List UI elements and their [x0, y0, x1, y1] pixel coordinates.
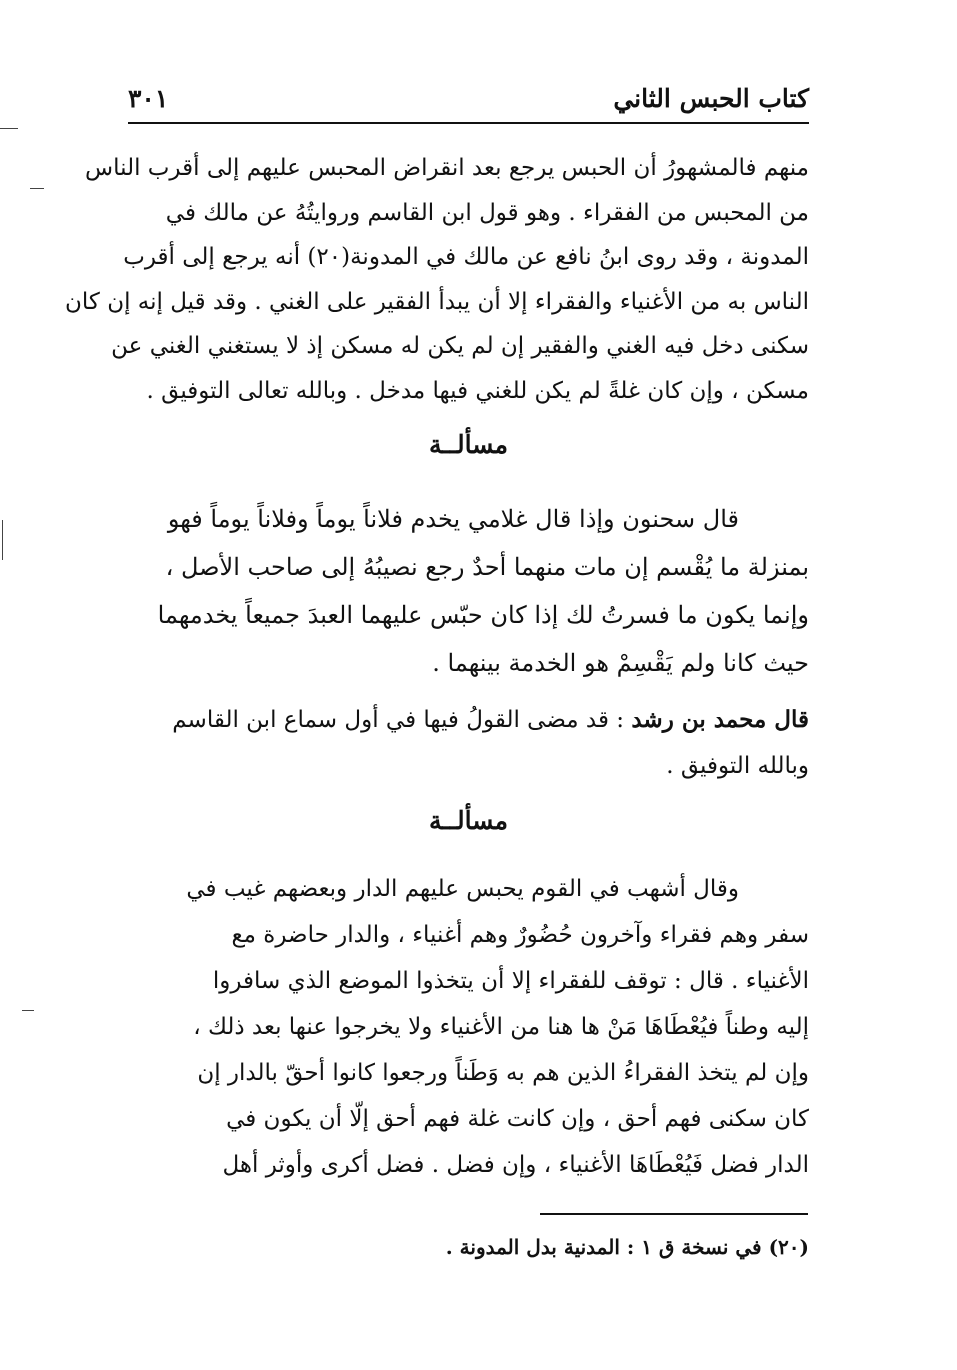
text-line: وإنما يكون ما فسرتُ لك إذا كان حبّس عليهما العبدَ جميعاً يخدمهما — [157, 601, 809, 629]
text-line: وقال أشهب في القوم يحبس عليهم الدار وبعضهم غيب في — [186, 876, 739, 902]
text-line: مسكن ، وإن كان غلةً لم يكن للغني فيها مدخل . وبالله تعالى التوفيق . — [146, 377, 809, 404]
scan-mark — [30, 188, 44, 189]
text-line: الدار فضل فَيُعْطَاهَا الأغنياء ، وإن فضل . فضل أكرى وأوثر أهل — [222, 1152, 809, 1178]
text-segment: : قد مضى القولُ فيها في أول سماع ابن القاسم — [172, 707, 632, 733]
text-line: المدونة ، وقد روى ابنُ نافع عن مالك في المدونة(٢٠) أنه يرجع إلى أقرب — [123, 244, 809, 270]
text-line: قال سحنون وإذا قال غلامي يخدم فلاناً يوماً وفلاناً يوماً فهو — [167, 505, 739, 533]
paragraph-3 — [128, 697, 809, 789]
text-line: بمنزلة ما يُقْسم إن مات منهما أحدٌ رجع نصيبُهُ إلى صاحب الأصل ، — [165, 553, 809, 581]
text-line: إليه وطناً فيُعْطَاهَا مَنْ ها هنا من الأغنياء ولا يخرجوا عنها بعد ذلك ، — [193, 1014, 809, 1040]
scan-mark — [2, 520, 3, 560]
paragraph-2 — [128, 495, 809, 687]
text-line: الناس به من الأغنياء والفقراء إلا أن يبدأ الفقير على الغني . وقد قيل إنه إن كان — [65, 288, 809, 315]
section-heading: مسألــة — [429, 430, 508, 459]
text-line: وإن لم يتخذ الفقراءُ الذين هم به وَطَناً ورجعوا كانوا أحقّ بالدار إن — [197, 1060, 809, 1086]
page-number: ٣٠١ — [128, 84, 169, 113]
section-heading: مسألــة — [429, 806, 508, 835]
paragraph-4 — [128, 866, 809, 1188]
text-line: حيث كانا ولم يَقْسِمْ هو الخدمة بينهما . — [432, 649, 809, 677]
running-header — [128, 80, 809, 124]
author-name: قال محمد بن رشد — [631, 706, 809, 733]
scan-mark — [22, 1010, 34, 1011]
book-title: كتاب الحبس الثاني — [613, 84, 809, 113]
text-line: الأغنياء . قال : توقف للفقراء إلا أن يتخذوا الموضع الذي سافروا — [212, 968, 809, 994]
text-line: منهم فالمشهورُ أن الحبس يرجع بعد انقراض المحبس عليهم إلى أقرب الناس — [85, 155, 809, 181]
footnote-rule — [540, 1213, 808, 1215]
footnote: (٢٠) في نسخة ق ١ : المدنية بدل المدونة . — [445, 1235, 809, 1259]
text-line — [128, 697, 809, 743]
text-line: وبالله التوفيق . — [666, 753, 809, 779]
text-line: سفر وهم فقراء وآخرون حُضُورٌ وهم أغنياء ، والدار حاضرة مع — [231, 922, 809, 948]
text-line: من المحبس من الفقراء . وهو قول ابن القاسم وروايتُهُ عن مالك في — [165, 199, 809, 226]
paragraph-1 — [65, 146, 809, 413]
text-line: كان سكنى فهم أحق ، وإن كانت غلة فهم أحق إلّا أن يكون في — [226, 1106, 809, 1132]
text-line: سكنى دخل فيه الغني والفقير إن لم يكن له مسكن إذ لا يستغني الغني عن — [111, 333, 809, 359]
scan-mark — [0, 128, 18, 129]
